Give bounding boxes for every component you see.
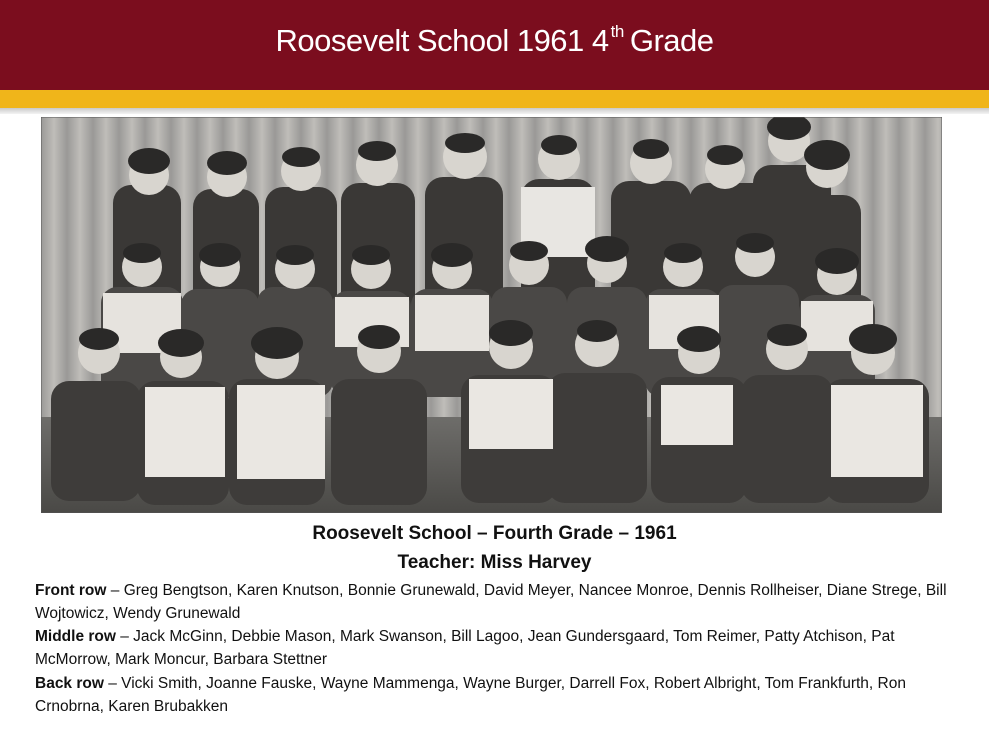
middle-row-label: Middle row [35,628,116,645]
divider-line [0,108,989,114]
page-title-superscript: th [610,22,624,41]
page-title-main: Roosevelt School 1961 4 [275,23,609,58]
class-photo-image [41,117,942,513]
front-row-list: – Greg Bengtson, Karen Knutson, Bonnie Grunewald, David Meyer, Nancee Monroe, Dennis Rollheiser, Diane Strege, Bill Wojtowicz, Wendy Grunewald [35,582,947,622]
middle-row-list: – Jack McGinn, Debbie Mason, Mark Swanson, Bill Lagoo, Jean Gundersgaard, Tom Reimer, Patty Atchison, Pat McMorrow, Mark Moncur, Barbara Stettner [35,628,895,668]
front-row-label: Front row [35,582,107,599]
back-row-list: – Vicki Smith, Joanne Fauske, Wayne Mammenga, Wayne Burger, Darrell Fox, Robert Albright, Tom Frankfurth, Ron Crnobrna, Karen Brubakken [35,675,906,715]
front-row-names [35,579,970,625]
middle-row-names [35,625,970,671]
page-title-end: Grade [629,23,714,58]
caption-title: Roosevelt School – Fourth Grade – 1961 [312,523,677,544]
back-row-names [35,672,970,718]
title-banner [0,0,989,90]
back-row-label: Back row [35,675,104,692]
page-title [0,22,989,59]
gold-stripe [0,90,989,108]
caption-teacher: Teacher: Miss Harvey [397,552,592,573]
class-photo [41,117,942,513]
